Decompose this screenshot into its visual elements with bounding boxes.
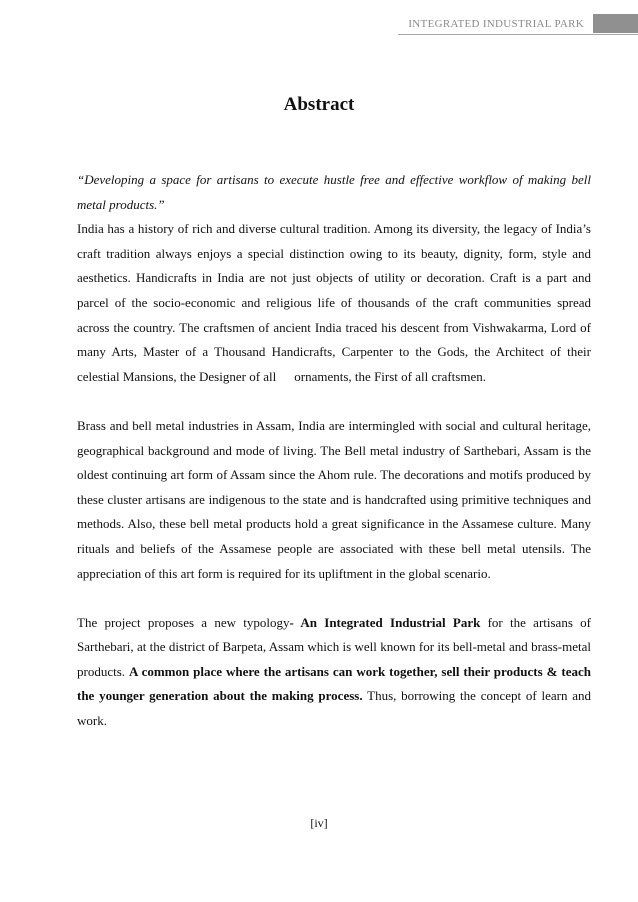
proposal-bold-2: A common place where the artisans can work together, sell their products & teach the younger generation about the making process.	[77, 663, 591, 704]
project-quote: “Developing a space for artisans to execute hustle free and effective workflow of making bell metal products.”	[77, 172, 591, 212]
proposal-text-3: Thus, borrowing the concept of learn and work.	[77, 688, 592, 729]
paragraph-heritage-text: India has a history of rich and diverse cultural tradition. Among its diversity, the legacy of India’s craft tradition always enjoys a special distinction owing to its beauty, dignity, form, style and aesthetics. Handicrafts in India are not just objects of utility or decoration. Craft is a part and parcel of the socio-economic and religious life of thousands of the craft communities spread across the country. The craftsmen of ancient India traced his descent from Vishwakarma, Lord of many Arts, Master of a Thousand Handicrafts, Carpenter to the Gods, the Architect of their celestial Mansions, the Designer of all	[77, 221, 591, 384]
paragraph-bell-metal: Brass and bell metal industries in Assam, India are intermingled with social and cultural heritage, geographical background and mode of living. The Bell metal industry of Sarthebari, Assam is the oldest continuing art form of Assam since the Ahom rule. The decorations and motifs produced by these cluster artisans are indigenous to the state and is handcrafted using primitive techniques and methods. Also, these bell metal products hold a great significance in the Assamese culture. Many rituals and beliefs of the Assamese people are associated with these bell metal utensils. The appreciation of this art form is required for its upliftment in the global scenario.	[77, 417, 591, 581]
proposal-bold-1: - An Integrated Industrial Park	[289, 614, 481, 630]
proposal-text-1: The project proposes a new typology	[77, 614, 290, 630]
paragraph-heritage	[77, 217, 591, 389]
page-number: [iv]	[310, 816, 328, 830]
abstract-body	[77, 168, 591, 734]
proposal-text-2: for the artisans of Sarthebari, at the district of Barpeta, Assam which is well known for its bell-metal and brass-metal products.	[77, 614, 591, 679]
running-header: INTEGRATED INDUSTRIAL PARK	[408, 18, 584, 30]
header-rule	[398, 34, 638, 35]
paragraph-proposal	[77, 611, 591, 734]
header-accent-bar	[593, 14, 638, 33]
paragraph-heritage-end: ornaments, the First of all craftsmen.	[294, 368, 486, 384]
page-title: Abstract	[283, 94, 355, 115]
